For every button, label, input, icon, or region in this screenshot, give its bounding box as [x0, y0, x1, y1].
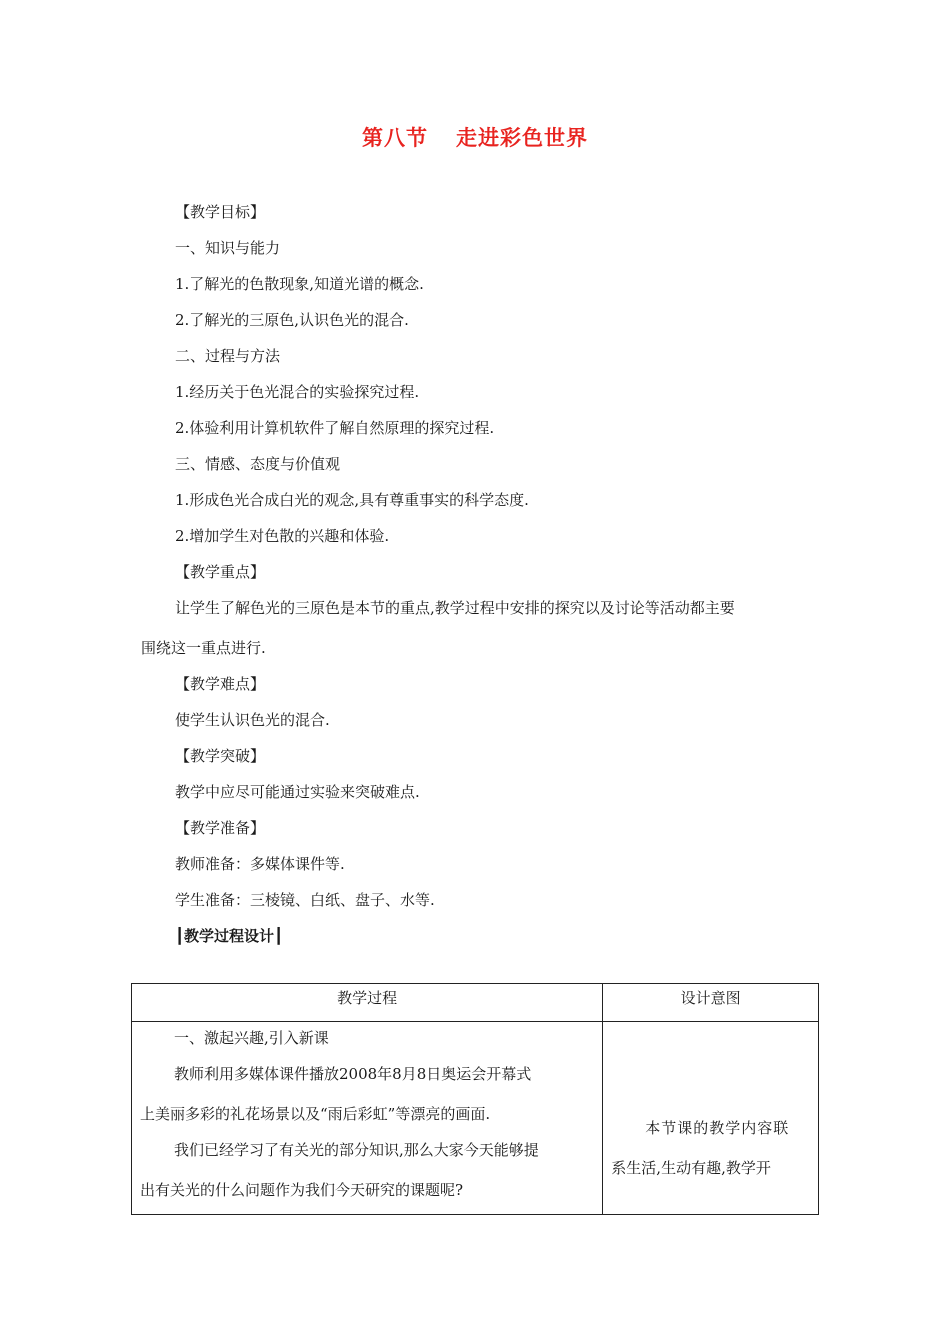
design-intent-cell — [603, 1022, 819, 1215]
difficulty-text: 使学生认识色光的混合. — [175, 711, 330, 729]
preparation-student: 学生准备：三棱镜、白纸、盘子、水等. — [175, 891, 435, 909]
page-title — [0, 122, 950, 152]
title-text: 走进彩色世界 — [456, 125, 588, 150]
header-design-intent: 设计意图 — [603, 984, 819, 1022]
header-teaching-process: 教学过程 — [132, 984, 603, 1022]
process-line-4: 我们已经学习了有关光的部分知识,那么大家今天能够提 — [174, 1141, 539, 1159]
section-1-item-1: 1.了解光的色散现象,知道光谱的概念. — [175, 275, 424, 293]
table-row — [132, 1022, 819, 1215]
section-1-item-2: 2.了解光的三原色,认识色光的混合. — [175, 311, 409, 329]
process-line-5: 出有关光的什么问题作为我们今天研究的课题呢? — [140, 1181, 464, 1199]
process-cell — [132, 1022, 603, 1215]
section-3-item-2: 2.增加学生对色散的兴趣和体验. — [175, 527, 390, 545]
process-line-3: 上美丽多彩的礼花场景以及“雨后彩虹”等漂亮的画面. — [140, 1105, 491, 1123]
section-2-item-1: 1.经历关于色光混合的实验探究过程. — [175, 383, 420, 401]
section-3-item-1: 1.形成色光合成白光的观念,具有尊重事实的科学态度. — [175, 491, 529, 509]
key-point-text-line-1: 让学生了解色光的三原色是本节的重点,教学过程中安排的探究以及讨论等活动都主要 — [175, 599, 735, 617]
teaching-process-table — [131, 983, 819, 1215]
section-2-heading: 二、过程与方法 — [175, 347, 281, 365]
process-line-2: 教师利用多媒体课件播放2008年8月8日奥运会开幕式 — [174, 1065, 532, 1083]
key-point-text-line-2: 围绕这一重点进行. — [141, 639, 266, 657]
section-1-heading: 一、知识与能力 — [175, 239, 281, 257]
difficulty-heading: 【教学难点】 — [175, 675, 266, 693]
breakthrough-heading: 【教学突破】 — [175, 747, 266, 765]
process-line-1: 一、激起兴趣,引入新课 — [174, 1029, 329, 1047]
intent-line-1: 本节课的教学内容联 — [645, 1119, 790, 1137]
breakthrough-text: 教学中应尽可能通过实验来突破难点. — [175, 783, 420, 801]
section-2-item-2: 2.体验利用计算机软件了解自然原理的探究过程. — [175, 419, 495, 437]
goals-heading: 【教学目标】 — [175, 203, 266, 221]
section-3-heading: 三、情感、态度与价值观 — [175, 455, 341, 473]
title-section-number: 第八节 — [362, 125, 428, 150]
table-header-row — [132, 984, 819, 1022]
intent-line-2: 系生活,生动有趣,教学开 — [611, 1159, 771, 1177]
key-point-heading: 【教学重点】 — [175, 563, 266, 581]
preparation-teacher: 教师准备：多媒体课件等. — [175, 855, 345, 873]
preparation-heading: 【教学准备】 — [175, 819, 266, 837]
process-design-heading: ┃教学过程设计┃ — [175, 927, 284, 945]
